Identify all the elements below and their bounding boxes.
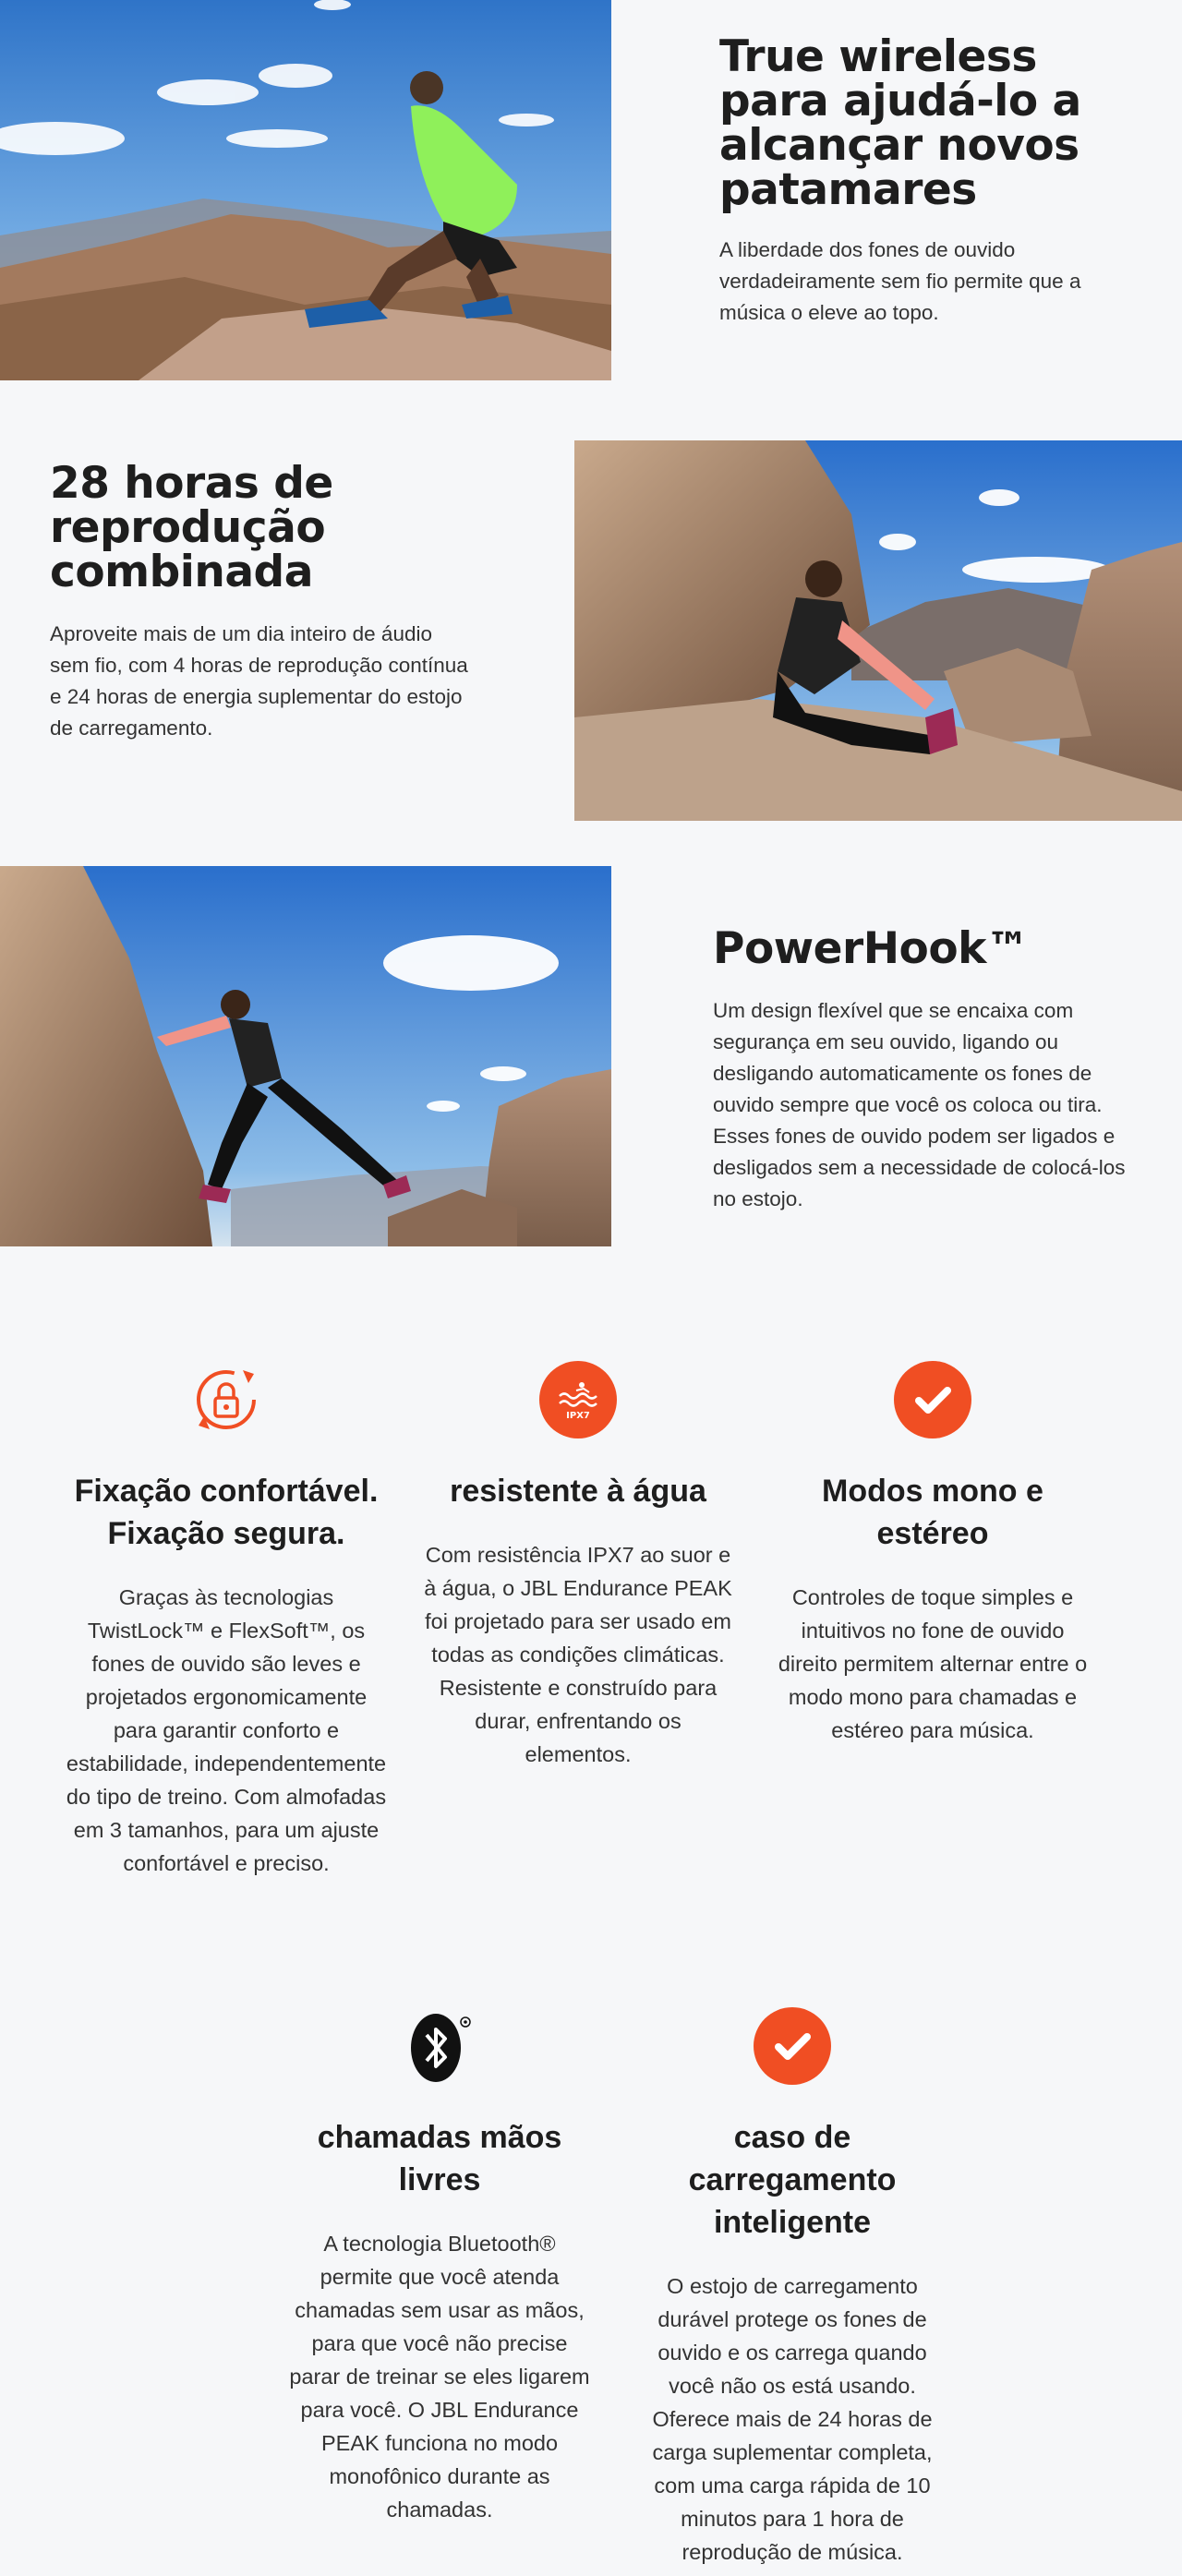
bluetooth-icon: [401, 2007, 478, 2085]
feature-description: A liberdade dos fones de ouvido verdadeiramente sem fio permite que a música o eleve ao topo.: [719, 238, 1081, 324]
spec-handsfree: [284, 2007, 595, 2526]
feature-image-boulder: [0, 866, 611, 1246]
feature-description: Um design flexível que se encaixa com segurança em seu ouvido, ligando ou desligando automaticamente os fones de ouvido sempre que você os coloca ou tira. Esses fones de ouvido podem ser ligados e desligados sem a necessidade de colocá-los no estojo.: [713, 999, 1126, 1210]
ipx7-water-icon: [539, 1361, 617, 1438]
feature-image-stretch: [574, 440, 1182, 821]
spec-description: Controles de toque simples e intuitivos no fone de ouvido direito permitem alternar entre o modo mono para chamadas e estéreo para música.: [778, 1585, 1088, 1742]
spec-title: Fixação confortável. Fixação segura.: [74, 1474, 379, 1551]
feature-title: 28 horas de reprodução combinada: [50, 458, 333, 597]
feature-title: PowerHook™: [713, 923, 1030, 974]
spec-mono-stereo: [778, 1361, 1088, 1747]
feature-description: Aproveite mais de um dia inteiro de áudio sem fio, com 4 horas de reprodução contínua e 24 horas de energia suplementar do estojo de carregamento.: [50, 622, 468, 740]
spec-title: caso de carregamento inteligente: [688, 2120, 897, 2240]
feature-title: True wireless para ajudá-lo a alcançar novos patamares: [719, 31, 1081, 215]
spec-title: Modos mono e estéreo: [822, 1474, 1043, 1551]
feature-text-wireless: [719, 31, 1126, 329]
spec-charging-case: [635, 2007, 949, 2569]
feature-text-playback: [50, 458, 475, 744]
checkmark-icon: [754, 2007, 831, 2085]
lock-rotate-icon: [187, 1361, 265, 1438]
ipx7-label: IPX7: [566, 1411, 590, 1421]
feature-image-runner: [0, 0, 611, 380]
checkmark-icon: [894, 1361, 971, 1438]
spec-description: Com resistência IPX7 ao suor e à água, o JBL Endurance PEAK foi projetado para ser usado em todas as condições climáticas. Resistente e construído para durar, enfrentando os elementos.: [424, 1543, 732, 1766]
spec-fit: [63, 1361, 390, 1880]
feature-text-powerhook: [713, 923, 1127, 1215]
spec-title: chamadas mãos livres: [317, 2120, 562, 2197]
spec-title: resistente à água: [450, 1474, 706, 1509]
spec-water: [421, 1361, 735, 1771]
spec-description: O estojo de carregamento durável protege os fones de ouvido e os carrega quando você não os está usando. Oferece mais de 24 horas de carga suplementar completa, com uma carga rápida de 10 minutos para 1 hora de reprodução de música.: [652, 2274, 933, 2564]
spec-description: A tecnologia Bluetooth® permite que você atenda chamadas sem usar as mãos, para que você não precise parar de treinar se eles ligarem para você. O JBL Endurance PEAK funciona no modo monofônico durante as chamadas.: [289, 2232, 590, 2522]
spec-description: Graças às tecnologias TwistLock™ e FlexSoft™, os fones de ouvido são leves e projetados ergonomicamente para garantir conforto e estabilidade, independentemente do tipo de treino. Com almofadas em 3 tamanhos, para um ajuste confortável e preciso.: [66, 1585, 387, 1875]
